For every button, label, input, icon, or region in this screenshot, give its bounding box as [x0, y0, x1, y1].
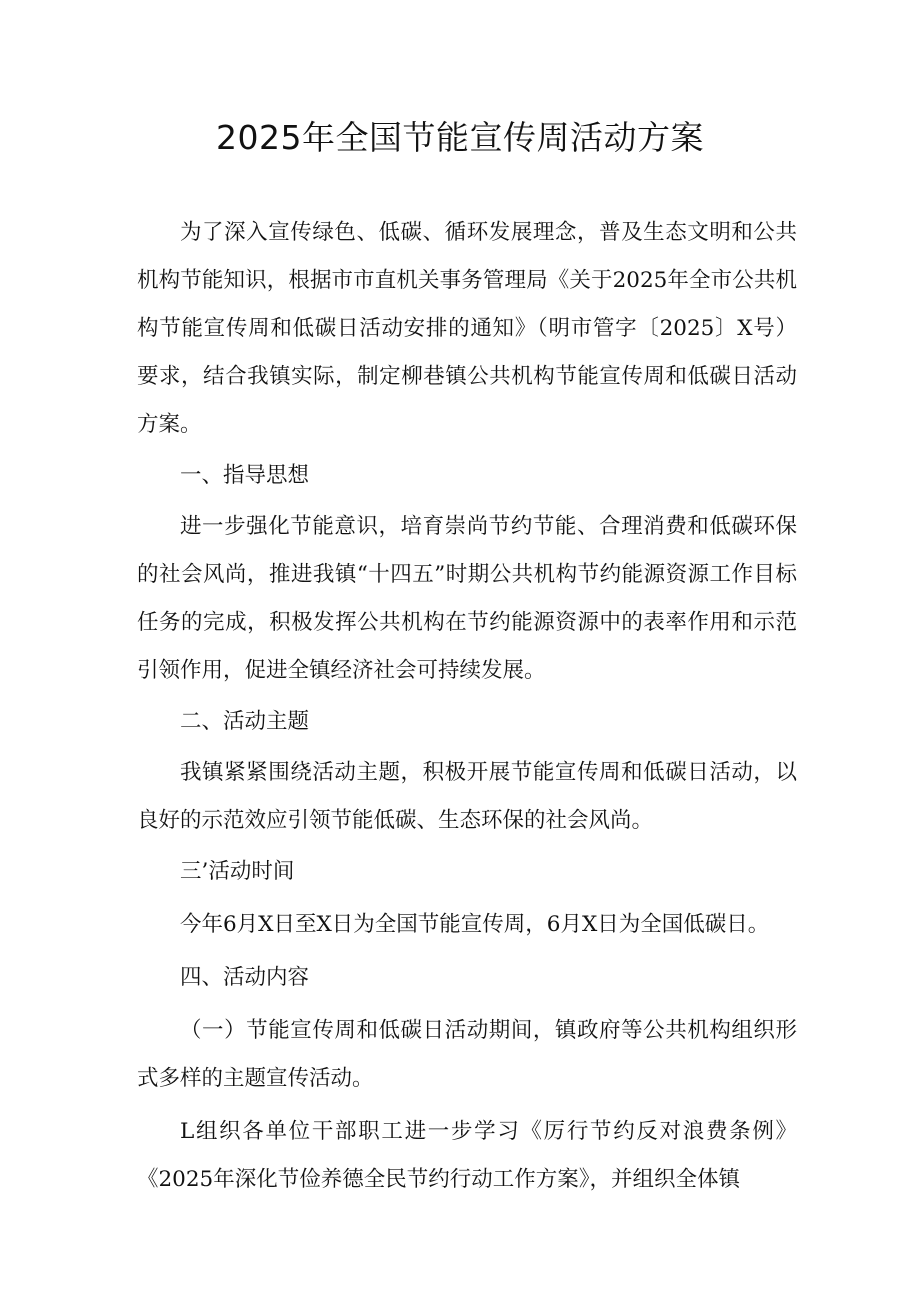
intro-paragraph: 为了深入宣传绿色、低碳、循环发展理念，普及生态文明和公共机构节能知识，根据市市直机关事务管理局《关于2025年全市公共机构节能宣传周和低碳日活动安排的通知》（明市管字〔2025〕X号）要求，结合我镇实际，制定柳巷镇公共机构节能宣传周和低碳日活动方案。: [137, 220, 797, 437]
document-title: 2025年全国节能宣传周活动方案: [216, 118, 704, 157]
document-body: [137, 209, 797, 1204]
activity-theme-paragraph: 我镇紧紧围绕活动主题，积极开展节能宣传周和低碳日活动，以良好的示范效应引领节能低碳、生态环保的社会风尚。: [137, 760, 797, 833]
activity-content-paragraph-2: L组织各单位干部职工进一步学习《厉行节约反对浪费条例》《2025年深化节俭养德全民节约行动工作方案》，并组织全体镇: [137, 1119, 797, 1192]
section-heading-activity-content: 四、活动内容: [180, 965, 310, 990]
section-heading-activity-time: 三’活动时间: [180, 859, 295, 884]
section-heading-guiding-ideology: 一、指导思想: [180, 463, 310, 488]
activity-time-paragraph: 今年6月X日至X日为全国节能宣传周，6月X日为全国低碳日。: [180, 912, 770, 937]
activity-content-paragraph-1: （一）节能宣传周和低碳日活动期间，镇政府等公共机构组织形式多样的主题宣传活动。: [137, 1018, 797, 1091]
guiding-ideology-paragraph: 进一步强化节能意识，培育崇尚节约节能、合理消费和低碳环保的社会风尚，推进我镇“十四五”时期公共机构节约能源资源工作目标任务的完成，积极发挥公共机构在节约能源资源中的表率作用和示范引领作用，促进全镇经济社会可持续发展。: [137, 514, 797, 683]
section-heading-activity-theme: 二、活动主题: [180, 709, 310, 734]
